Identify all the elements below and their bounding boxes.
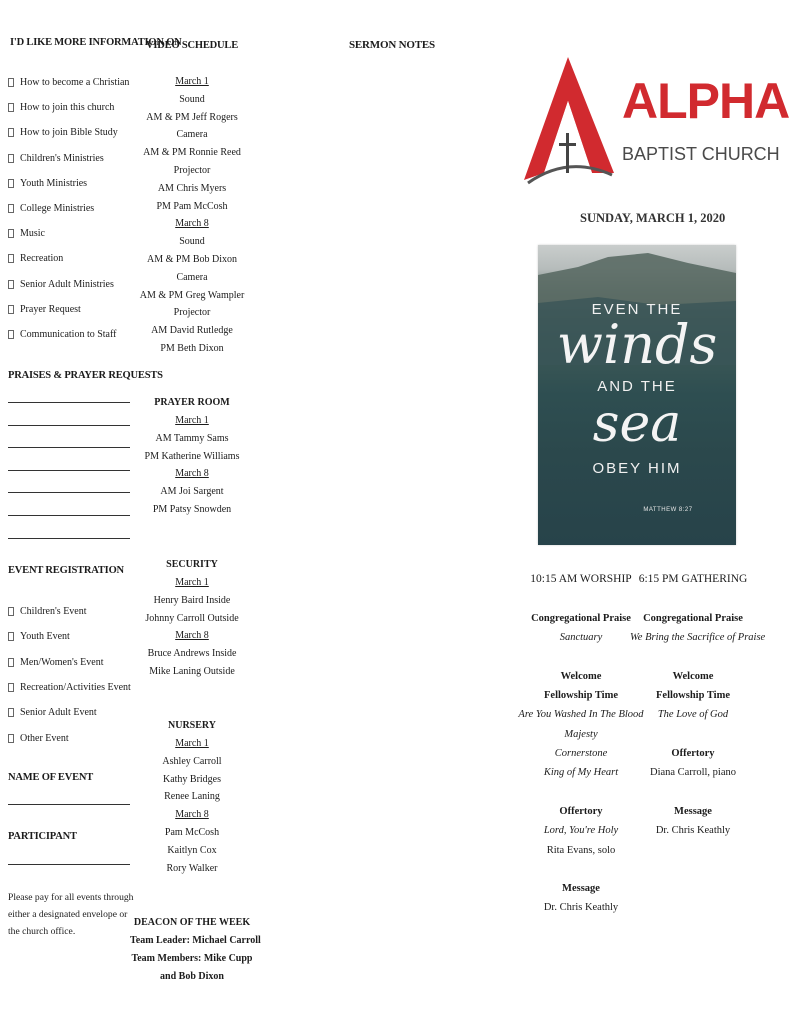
info-label: How to join this church [20, 102, 115, 114]
participant-line[interactable] [8, 864, 130, 865]
schedule-line: AM & PM Greg Wampler [139, 289, 245, 301]
photo-line5: OBEY HIM [592, 460, 682, 477]
photo-line1: EVEN THE [591, 301, 683, 318]
info-label: Children's Ministries [20, 152, 104, 164]
schedule-line: Johnny Carroll Outside [145, 612, 239, 624]
info-label: Youth Ministries [20, 177, 88, 189]
schedule-line: PM Pam McCosh [156, 200, 228, 212]
event-header: EVENT REGISTRATION [8, 565, 124, 576]
order-of-service-line: Congregational Praise [643, 613, 743, 624]
schedule-line: AM Tammy Sams [155, 432, 229, 444]
pay-note: Please pay for all events through either a designated envelope or the church office. [8, 892, 134, 937]
info-item[interactable] [8, 329, 116, 340]
order-of-service-line: Cornerstone [554, 748, 608, 760]
nursery-header: NURSERY [168, 720, 216, 731]
order-of-service-line: Offertory [671, 748, 715, 760]
info-label: Senior Adult Ministries [20, 278, 114, 290]
info-header: I'D LIKE MORE INFORMATION ON [10, 37, 182, 48]
event-label: Youth Event [20, 631, 70, 643]
checkbox-icon[interactable] [8, 229, 14, 238]
schedule-line: Kathy Bridges [162, 773, 222, 785]
info-item[interactable] [8, 178, 87, 189]
checkbox-icon[interactable] [8, 330, 14, 339]
info-label: Music [20, 228, 45, 240]
schedule-line: AM & PM Ronnie Reed [143, 147, 241, 159]
event-item[interactable] [8, 631, 70, 642]
schedule-line: March 1 [175, 738, 209, 749]
order-of-service-line [630, 648, 756, 667]
checkbox-icon[interactable] [8, 305, 14, 314]
order-of-service-line: Fellowship Time [544, 690, 618, 702]
order-of-service-line: Dr. Chris Keathly [543, 902, 619, 914]
info-item[interactable] [8, 102, 114, 113]
schedule-line: and Bob Dixon [160, 970, 224, 982]
schedule-line: March 1 [175, 415, 209, 426]
checkbox-icon[interactable] [8, 179, 14, 188]
prayer-request-line[interactable] [8, 447, 130, 448]
worship-pm-header: 6:15 PM GATHERING [638, 573, 748, 585]
checkbox-icon[interactable] [8, 708, 14, 717]
schedule-line: PM Patsy Snowden [152, 503, 232, 515]
checkbox-icon[interactable] [8, 683, 14, 692]
order-of-service-line [518, 648, 644, 667]
schedule-line: March 1 [175, 577, 209, 588]
order-of-service-line: Fellowship Time [656, 690, 730, 702]
order-of-service-line: Message [562, 883, 600, 895]
schedule-line: Sound [179, 93, 205, 105]
order-of-service-line: Rita Evans, solo [546, 844, 616, 856]
checkbox-icon[interactable] [8, 734, 14, 743]
photo-line4: sea [592, 394, 682, 454]
schedule-line: AM & PM Bob Dixon [146, 253, 237, 265]
event-name-line[interactable] [8, 804, 130, 805]
schedule-line: Renee Laning [164, 791, 220, 803]
order-of-service-line: Sanctuary [559, 632, 603, 644]
order-of-service-line: Welcome [560, 670, 602, 682]
schedule-line: Bruce Andrews Inside [147, 648, 237, 660]
schedule-line: March 8 [175, 630, 209, 642]
security-list [130, 574, 254, 681]
schedule-line: Projector [173, 307, 211, 319]
prayer-room-header: PRAYER ROOM [154, 397, 230, 408]
alpha-logo-icon [522, 55, 618, 187]
participant-label: PARTICIPANT [8, 831, 77, 842]
photo-ref: MATTHEW 8:27 [643, 507, 693, 513]
prayer-request-line[interactable] [8, 402, 130, 403]
checkbox-icon[interactable] [8, 154, 14, 163]
schedule-line: Camera [176, 271, 208, 283]
schedule-line: Team Members: Mike Cupp [131, 952, 253, 964]
event-item[interactable] [8, 682, 131, 693]
checkbox-icon[interactable] [8, 632, 14, 641]
order-of-service-line: Majesty [564, 728, 598, 740]
worship-pm-list [630, 609, 766, 841]
order-of-service-line [518, 860, 644, 879]
schedule-line: Kaitlyn Cox [167, 844, 217, 856]
schedule-line: Camera [176, 129, 208, 141]
schedule-line: Team Leader: Michael Carroll [130, 935, 261, 946]
worship-am-list [518, 609, 644, 918]
order-of-service-line: King of My Heart [543, 767, 619, 779]
info-label: College Ministries [20, 203, 95, 214]
info-item[interactable] [8, 279, 114, 290]
info-label: How to become a Christian [20, 77, 130, 88]
church-name-small: BAPTIST CHURCH [622, 144, 780, 164]
photo-line2: winds [556, 313, 718, 376]
order-of-service-line [630, 725, 756, 744]
info-item[interactable] [8, 127, 118, 138]
schedule-line: March 1 [175, 76, 209, 87]
checkbox-icon[interactable] [8, 254, 14, 263]
prayer-room-list [130, 412, 254, 519]
order-of-service-line: Are You Washed In The Blood [518, 709, 644, 721]
event-item[interactable] [8, 657, 103, 668]
order-of-service-line: Lord, You're Holy [543, 825, 619, 837]
schedule-line: PM Katherine Williams [144, 450, 240, 462]
photo-line3: AND THE [597, 378, 677, 395]
info-label: Communication to Staff [20, 329, 117, 340]
schedule-line: Sound [179, 236, 205, 248]
worship-am-header: 10:15 AM WORSHIP [530, 573, 632, 585]
prayer-request-line[interactable] [8, 538, 130, 539]
service-date: SUNDAY, MARCH 1, 2020 [580, 211, 726, 225]
event-label: Other Event [20, 732, 69, 744]
event-label: Men/Women's Event [20, 656, 104, 668]
church-name-big: ALPHA [622, 73, 789, 129]
event-label: Recreation/Activities Event [20, 681, 131, 693]
prayer-header: PRAISES & PRAYER REQUESTS [8, 370, 163, 381]
video-schedule-list [130, 73, 254, 358]
prayer-request-line[interactable] [8, 470, 130, 471]
schedule-line: Mike Laning Outside [149, 665, 235, 677]
order-of-service-line: The Love of God [657, 709, 729, 721]
checkbox-icon[interactable] [8, 607, 14, 616]
schedule-line: AM Joi Sargent [160, 486, 224, 498]
order-of-service-line: Welcome [672, 670, 714, 682]
sermon-notes-header: SERMON NOTES [349, 39, 435, 51]
schedule-line: Pam McCosh [164, 826, 220, 838]
order-of-service-line [518, 783, 644, 802]
schedule-line: Henry Baird Inside [153, 594, 231, 606]
schedule-line: March 8 [175, 218, 209, 230]
deacon-list [130, 932, 261, 985]
event-label: Senior Adult Event [20, 707, 97, 719]
event-name-label: NAME OF EVENT [8, 772, 94, 783]
checkbox-icon[interactable] [8, 280, 14, 289]
event-item[interactable] [8, 606, 87, 617]
info-label: How to join Bible Study [20, 127, 118, 139]
nursery-list [130, 735, 254, 877]
info-item[interactable] [8, 253, 63, 264]
deacon-header: DEACON OF THE WEEK [133, 917, 251, 928]
theme-photo [538, 245, 736, 545]
order-of-service-line: Offertory [559, 805, 603, 817]
info-item[interactable] [8, 153, 104, 164]
event-item[interactable] [8, 733, 69, 744]
schedule-line: Projector [173, 164, 211, 176]
schedule-line: AM David Rutledge [151, 325, 233, 337]
schedule-line: March 8 [175, 468, 209, 480]
order-of-service-line: Dr. Chris Keathly [655, 825, 731, 837]
checkbox-icon[interactable] [8, 658, 14, 667]
prayer-request-line[interactable] [8, 492, 130, 493]
info-item[interactable] [8, 203, 94, 214]
order-of-service-line: We Bring the Sacrifice of Praise [630, 632, 766, 644]
info-item[interactable] [8, 228, 45, 239]
info-item[interactable] [8, 77, 129, 88]
schedule-line: AM Chris Myers [157, 182, 227, 194]
schedule-line: AM & PM Jeff Rogers [146, 111, 238, 123]
order-of-service-line: Message [674, 805, 712, 817]
schedule-line: Ashley Carroll [162, 755, 222, 767]
checkbox-icon[interactable] [8, 128, 14, 137]
schedule-line: March 8 [175, 809, 209, 821]
checkbox-icon[interactable] [8, 103, 14, 112]
info-label: Recreation [20, 253, 64, 265]
event-item[interactable] [8, 707, 97, 718]
info-item[interactable] [8, 304, 81, 315]
event-label: Children's Event [20, 606, 87, 617]
order-of-service-line [630, 783, 756, 802]
schedule-line: Rory Walker [166, 862, 218, 874]
checkbox-icon[interactable] [8, 204, 14, 213]
video-header: VIDEO SCHEDULE [145, 40, 238, 51]
order-of-service-line: Congregational Praise [531, 613, 631, 624]
schedule-line: PM Beth Dixon [160, 342, 224, 354]
info-label: Prayer Request [20, 303, 81, 315]
checkbox-icon[interactable] [8, 78, 14, 87]
order-of-service-line: Diana Carroll, piano [649, 767, 736, 779]
prayer-request-line[interactable] [8, 425, 130, 426]
prayer-request-line[interactable] [8, 515, 130, 516]
security-header: SECURITY [166, 559, 218, 570]
